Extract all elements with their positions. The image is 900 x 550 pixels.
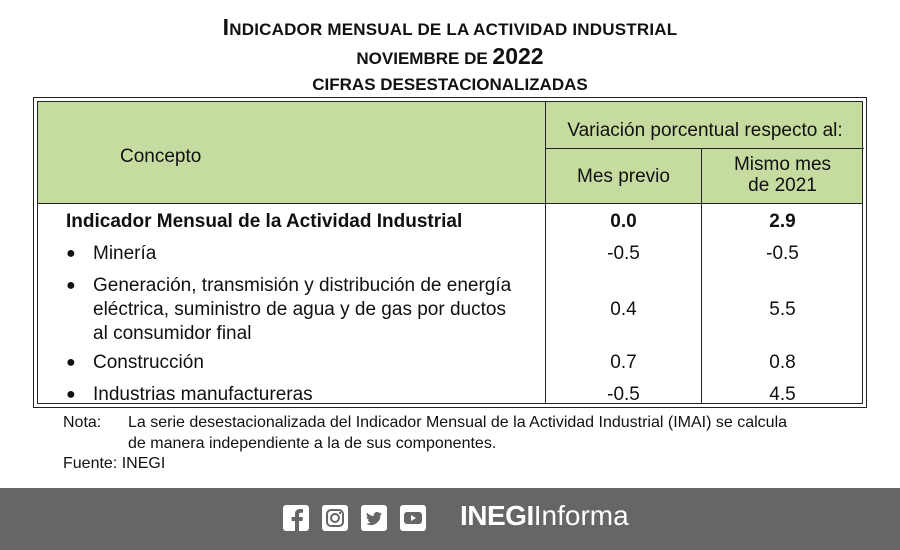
twitter-icon[interactable] xyxy=(361,505,387,531)
title-line-2: NOVIEMBRE DE 2022 xyxy=(356,43,544,69)
header-mes-previo: Mes previo xyxy=(577,166,670,187)
instagram-icon[interactable] xyxy=(322,505,348,531)
youtube-icon[interactable] xyxy=(400,505,426,531)
bullet-icon: ● xyxy=(66,277,76,294)
bullet-icon: ● xyxy=(66,386,76,403)
header-concepto: Concepto xyxy=(120,146,202,167)
report-title xyxy=(0,14,900,98)
title-line-3: CIFRAS DESESTACIONALIZADAS xyxy=(312,75,588,94)
source: Fuente: INEGI xyxy=(63,455,166,472)
footer-bar xyxy=(0,488,900,550)
header-divider xyxy=(546,148,864,149)
facebook-icon[interactable] xyxy=(283,505,309,531)
header-variacion: Variación porcentual respecto al: xyxy=(567,120,843,141)
bullet-icon: ● xyxy=(66,245,76,262)
header-column-divider xyxy=(701,148,702,204)
bullet-icon: ● xyxy=(66,354,76,371)
data-table: Concepto Variación porcentual respecto al: Mes previo Mismo mes de 2021 Indicador Mensual de la Actividad Industrial 0.0 2.9 ● Minería -0.5 -0.5 ● Generación, transmisión y distribución de energía eléctrica, suministro de agua y de gas por ductos al consumidor final 0.4 5.5 ● Construcción 0.7 0.8 ● Industrias manufactureras -0.5 4.5 xyxy=(33,97,867,408)
table-header xyxy=(38,102,862,204)
inegi-informa-logo: INEGIInforma xyxy=(460,500,629,531)
title-line-1: INDICADOR MENSUAL DE LA ACTIVIDAD INDUSTRIAL xyxy=(222,14,678,40)
header-mismo-mes: Mismo mes de 2021 xyxy=(733,154,832,196)
